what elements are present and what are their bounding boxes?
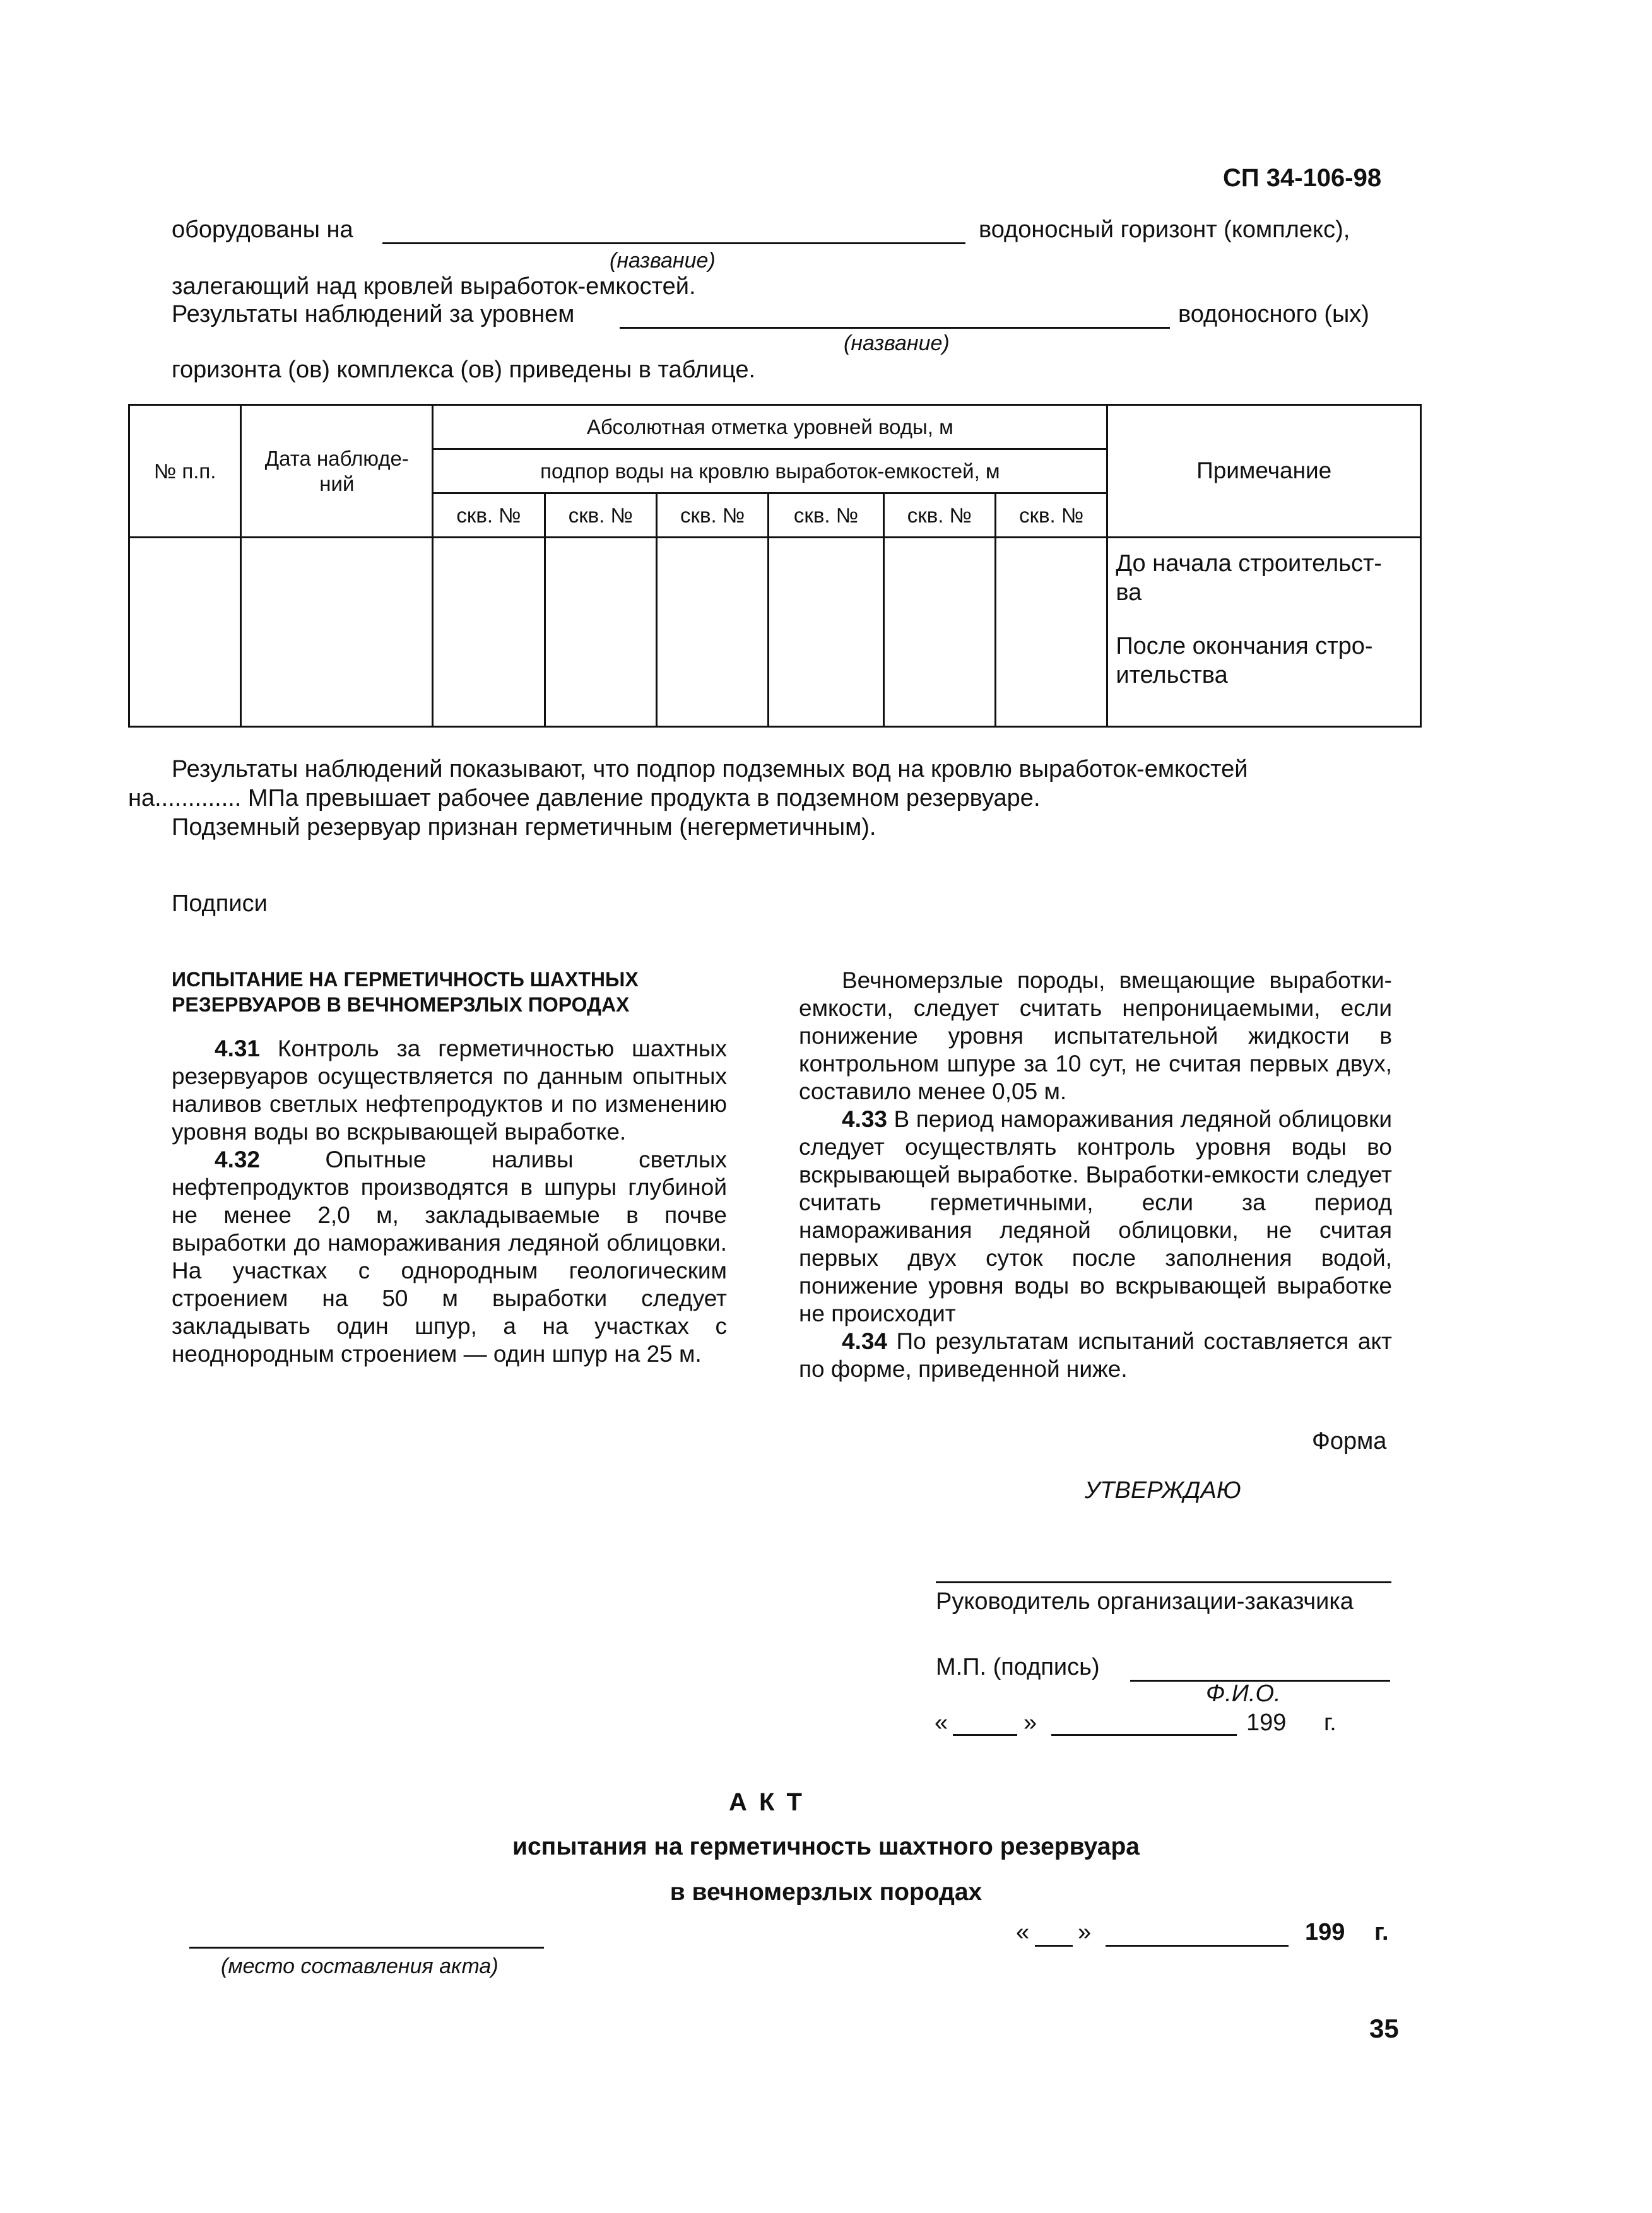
results-line2: на............. МПа превышает рабочее давление продукта в подземном резервуаре. [128,785,1041,811]
fill-line-month [1051,1734,1237,1736]
header-well: скв. № [433,493,545,538]
hint-name-1: (название) [610,249,716,273]
table-cell [656,538,768,727]
table-cell-notes [1107,538,1421,727]
paragraph-4-33 [799,1106,1392,1328]
paragraph-text: Контроль за герметичностью шахтных резервуаров осуществляется по данным опытных наливов светлых нефтепродуктов и по изменению уровня воды во вскрывающей выработке. [172,1036,727,1145]
header-date-line2: ний [319,471,355,495]
fio-hint: Ф.И.О. [1206,1680,1281,1707]
clause-number: 4.32 [215,1147,261,1172]
intro-line3-right: водоносного (ых) [1178,301,1369,328]
fill-line-aquifer-name [382,242,965,244]
header-date-line1: Дата наблюде- [264,446,409,470]
clause-number: 4.33 [842,1106,888,1132]
note-after-line1: После окончания стро- [1116,633,1373,660]
intro-line3-left: Результаты наблюдений за уровнем [172,301,575,328]
clause-number: 4.34 [842,1328,888,1354]
hint-name-2: (название) [844,331,950,355]
paragraph-4-34 [799,1328,1392,1383]
stamp-signature-label: М.П. (подпись) [936,1654,1100,1680]
section-heading-line1: ИСПЫТАНИЕ НА ГЕРМЕТИЧНОСТЬ ШАХТНЫХ [172,968,639,991]
table-cell [883,538,995,727]
fill-line-day [953,1734,1017,1736]
document-code: СП 34-106-98 [1223,164,1382,192]
header-well: скв. № [769,493,883,538]
note-before-line2: ва [1116,579,1142,606]
note-before-line1: До начала строительст- [1116,550,1383,577]
table-header-row-1 [129,405,1421,449]
place-hint: (место составления акта) [221,1954,499,1978]
date-quote-open: « [935,1709,948,1736]
fill-line-act-day [1035,1945,1073,1947]
header-note: Примечание [1107,405,1421,538]
header-water-pressure: подпор воды на кровлю выработок-емкостей, м [433,449,1107,493]
table-cell [545,538,656,727]
header-well: скв. № [545,493,656,538]
act-title: А К Т [729,1788,805,1816]
results-line1: Результаты наблюдений показывают, что подпор подземных вод на кровлю выработок-емкостей [172,756,1248,782]
paragraph-4-32 [172,1146,727,1368]
paragraph-text: По результатам испытаний составляется акт по форме, приведенной ниже. [799,1328,1392,1382]
fill-line-act-month [1106,1945,1289,1947]
table-cell [241,538,433,727]
header-date [241,405,433,538]
form-year: 199 [1246,1709,1287,1736]
paragraph-text: В период намораживания ледяной облицовки следует осуществлять контроль уровня воды во вскрывающей выработке. Выработки-емкости следует считать герметичными, если за период намораживания ледяной облицовки, не считая первых двух суток после заполнения водой, понижение уровня воды во вскрывающей выработке не происходит [799,1106,1392,1326]
section-heading-line2: РЕЗЕРВУАРОВ В ВЕЧНОМЕРЗЛЫХ ПОРОДАХ [172,993,630,1016]
clause-number: 4.31 [215,1036,261,1061]
results-line3: Подземный резервуар признан герметичным (негерметичным). [172,814,876,841]
intro-line1-right: водоносный горизонт (комплекс), [979,216,1350,243]
table-cell [129,538,241,727]
note-after-line2: ительства [1116,661,1228,688]
fill-line-approver [936,1581,1391,1583]
header-well: скв. № [883,493,995,538]
paragraph-4-31 [172,1035,727,1146]
table-cell [433,538,545,727]
header-absolute-level: Абсолютная отметка уровней воды, м [433,405,1107,449]
act-year-suffix: г. [1374,1919,1389,1945]
fill-line-place [189,1947,544,1949]
intro-line2: залегающий над кровлей выработок-емкостей. [172,273,696,300]
act-subtitle-2: в вечномерзлых породах [670,1879,982,1906]
approve-label: УТВЕРЖДАЮ [1085,1477,1241,1504]
table-row [129,538,1421,727]
date-quote-close: » [1024,1709,1037,1736]
right-column [799,967,1392,1383]
head-of-organization: Руководитель организации-заказчика [936,1588,1354,1615]
paragraph-permafrost: Вечномерзлые породы, вмещающие выработки-емкости, следует считать непроницаемыми, если понижение уровня испытательной жидкости в контрольном шпуре за 10 сут, не считая первых двух, составило менее 0,05 м. [799,967,1392,1104]
intro-line1-left: оборудованы на [172,216,353,243]
form-year-suffix: г. [1324,1709,1336,1736]
page-number: 35 [1369,2014,1399,2043]
header-well: скв. № [656,493,768,538]
act-date-close: » [1078,1919,1092,1945]
signatures-label: Подписи [172,890,268,917]
header-number: № п.п. [129,405,241,538]
act-year: 199 [1305,1919,1345,1945]
fill-line-level-name [620,327,1170,329]
form-label: Форма [1312,1428,1387,1455]
header-well: скв. № [996,493,1107,538]
intro-line4: горизонта (ов) комплекса (ов) приведены в таблице. [172,357,756,383]
table-cell [996,538,1107,727]
act-subtitle-1: испытания на герметичность шахтного резервуара [512,1833,1140,1860]
paragraph-text: Опытные наливы светлых нефтепродуктов производятся в шпуры глубиной не менее 2,0 м, закладываемые в почве выработки до намораживания ледяной облицовки. На участках с однородным геологическим строением на 50 м выработки следует закладывать один шпур, а на участках с неоднородным строением — один шпур на 25 м. [172,1147,727,1367]
act-date-open: « [1016,1919,1030,1945]
left-column [172,967,727,1368]
section-heading [172,967,727,1017]
table-cell [769,538,883,727]
observation-table [128,404,1422,728]
